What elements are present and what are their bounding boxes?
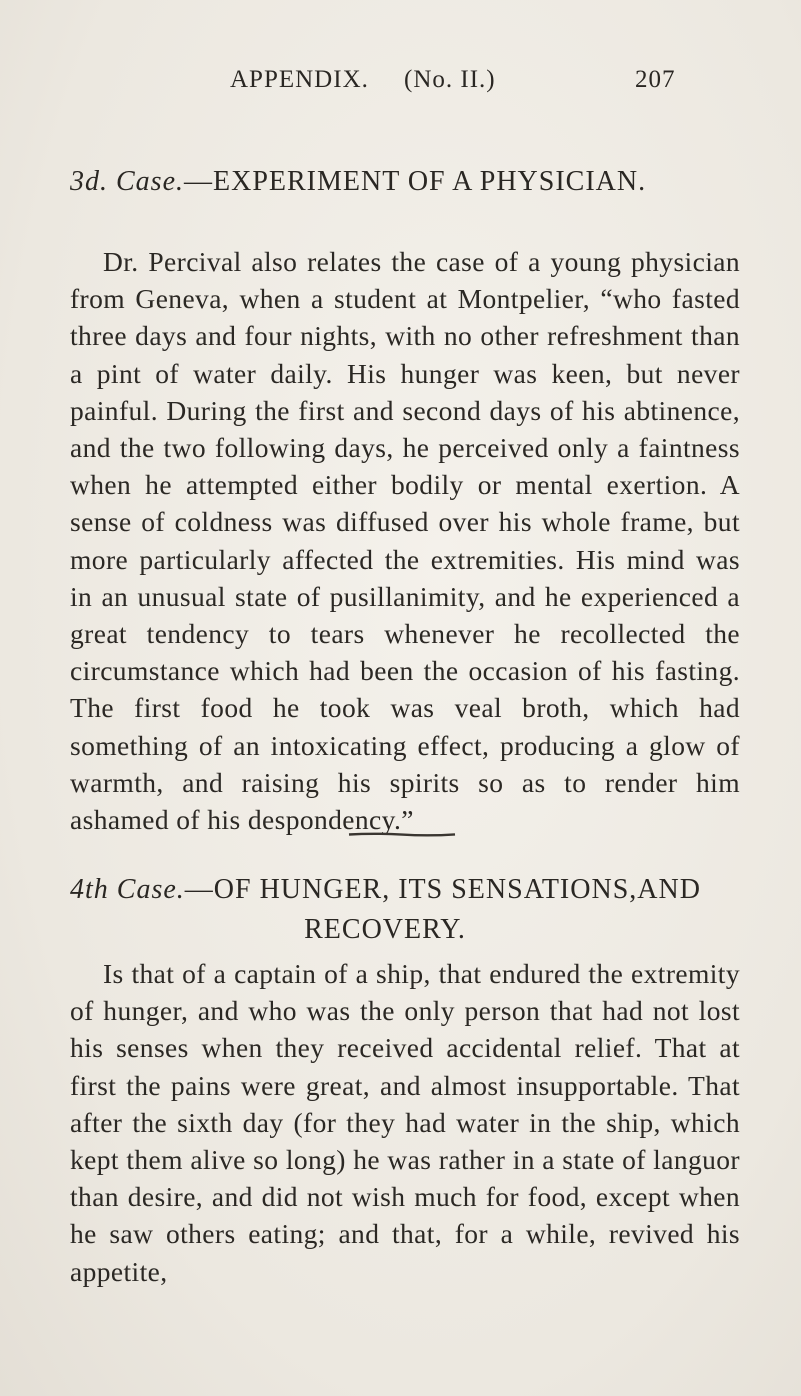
section-divider-rule	[347, 832, 457, 837]
section-heading-hunger	[70, 870, 760, 950]
paragraph-physician: Dr. Percival also relates the case of a young physician from Geneva, when a student at Montpelier, “who fasted three days and four nights, with no other refreshment than a pint of water daily. His hunger was keen, but never painful. During the first and second days of his abtinence, and the two following days, he perceived only a faintness when he attempted either bodily or mental exertion. A sense of coldness was diffused over his whole frame, but more particularly affected the extremities. His mind was in an unusual state of pusillanimity, and he experienced a great tendency to tears whenever he recollected the circumstance which had been the occasion of his fasting. The first food he took was veal broth, which had something of an intoxicating effect, producing a glow of warmth, and raising his spirits so as to render him ashamed of his despondency.”	[70, 246, 740, 836]
case-label: 4th Case.	[70, 874, 185, 905]
section-title: —EXPERIMENT OF A PHYSICIAN.	[184, 166, 647, 197]
paragraph-captain: Is that of a captain of a ship, that endured the extremity of hunger, and who was the only person that had not lost his senses when they received accidental relief. That at first the pains were great, and almost insupportable. That after the sixth day (for they had water in the ship, which kept them alive so long) he was rather in a state of languor than desire, and did not wish much for food, except when he saw others eating; and that, for a while, revived his appetite,	[70, 958, 740, 1287]
section-title-line-1: —OF HUNGER, ITS SENSATIONS,AND	[184, 874, 701, 905]
section-title-line-2: RECOVERY.	[304, 914, 466, 945]
running-head-title: APPENDIX.	[230, 66, 369, 93]
case-label: 3d. Case.	[70, 166, 184, 197]
running-head-number: (No. II.)	[404, 66, 496, 93]
page-number: 207	[635, 66, 676, 93]
section-heading-experiment	[70, 162, 760, 202]
